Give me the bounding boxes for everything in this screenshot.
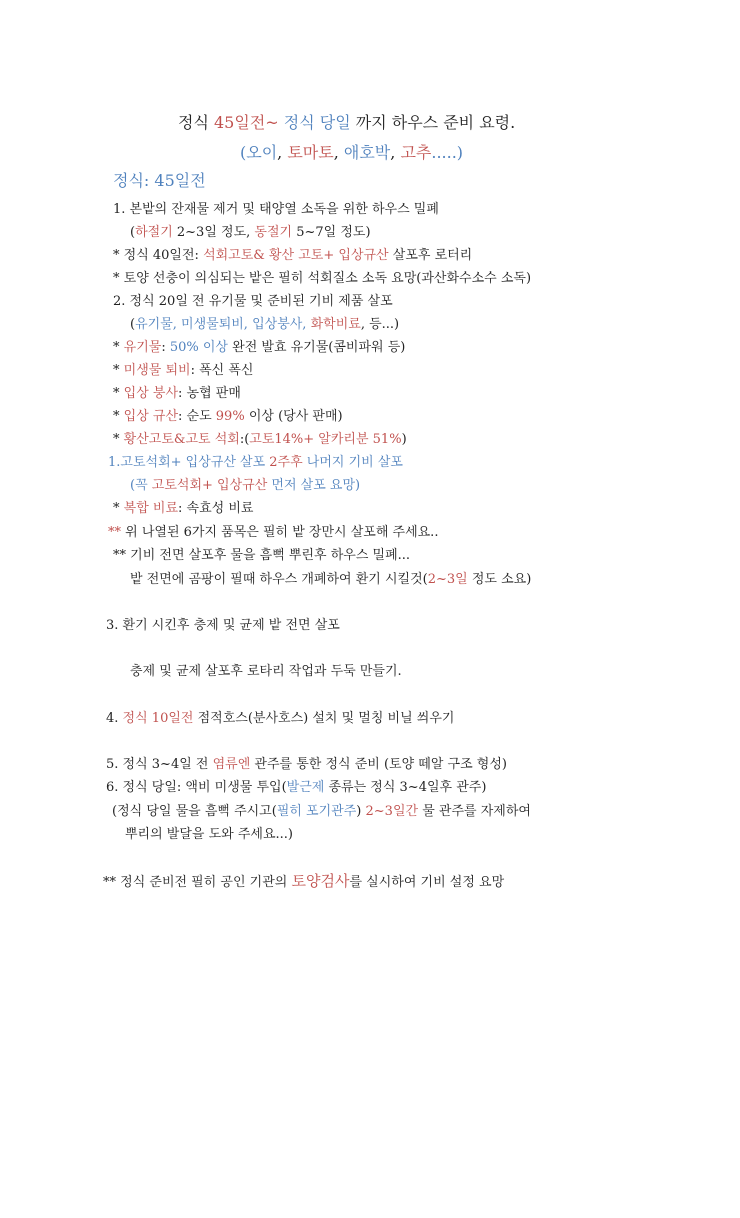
note-40-days: * 정식 40일전: 석회고토& 황산 고토+ 입상규산 살포후 로터리 [113, 248, 473, 263]
note-ventilation: 밭 전면에 곰팡이 필때 하우스 개폐하여 환기 시킬것(2~3일 정도 소요) [130, 572, 532, 587]
step-5: 5. 정식 3~4일 전 염류엔 관주를 통한 정식 준비 (토양 떼알 구조 형성) [106, 757, 507, 772]
step-3-detail: 충제 및 균제 살포후 로타리 작업과 두둑 만들기. [130, 664, 402, 679]
note-six-items: ** 위 나열된 6가지 품목은 필히 밭 장만시 살포해 주세요.. [108, 525, 439, 540]
step-2: 2. 정식 20일 전 유기물 및 준비된 기비 제품 살포 [113, 294, 393, 309]
note-microbe-compost: * 미생물 퇴비: 폭신 폭신 [113, 363, 254, 378]
step-6-detail-cont: 뿌리의 발달을 도와 주세요...) [125, 827, 294, 842]
note-watering: ** 기비 전면 살포후 물을 흠뻑 뿌린후 하우스 밀폐... [113, 548, 411, 563]
step-3: 3. 환기 시킨후 충제 및 균제 밭 전면 살포 [106, 618, 340, 633]
crop-list: (오이, 토마토, 애호박, 고추.....) [240, 143, 464, 162]
step-6: 6. 정식 당일: 액비 미생물 투입(발근제 종류는 정식 3~4일후 관주) [106, 780, 487, 795]
step-1: 1. 본밭의 잔재물 제거 및 태양열 소독을 위한 하우스 밀폐 [113, 202, 439, 217]
note-borax: * 입상 붕사: 농협 판매 [113, 386, 241, 401]
section-heading: 정식: 45일전 [113, 171, 206, 190]
note-silicate: * 입상 규산: 순도 99% 이상 (당사 판매) [113, 409, 343, 424]
step-2-detail: (유기물, 미생물퇴비, 입상붕사, 화학비료, 등...) [130, 317, 400, 332]
note-organic: * 유기물: 50% 이상 완전 발효 유기물(콤비파워 등) [113, 340, 406, 355]
note-nematode: * 토양 선충이 의심되는 밭은 필히 석회질소 소독 요망(과산화수소수 소독) [113, 271, 532, 286]
step-1-detail: (하절기 2~3일 정도, 동절기 5~7일 정도) [130, 225, 371, 240]
soil-test-note: ** 정식 준비전 필히 공인 기관의 토양검사를 실시하여 기비 설정 요망 [103, 872, 505, 890]
note-magnesium-lime: * 황산고토&고토 석회:(고토14%+ 알카리분 51%) [113, 432, 407, 447]
document-title: 정식 45일전~ 정식 당일 까지 하우스 준비 요령. [178, 113, 516, 132]
step-4: 4. 정식 10일전 점적호스(분사호스) 설치 및 멀칭 비닐 씌우기 [106, 711, 455, 726]
note-lime-first: (꼭 고토석회+ 입상규산 먼저 살포 요망) [130, 478, 361, 493]
note-lime-silicate: 1.고토석회+ 입상규산 살포 2주후 나머지 기비 살포 [108, 455, 403, 470]
note-compound-fertilizer: * 복합 비료: 속효성 비료 [113, 501, 254, 516]
step-6-detail: (정식 당일 물을 흠뻑 주시고(필히 포기관주) 2~3일간 물 관주를 자제하여 [112, 804, 531, 819]
